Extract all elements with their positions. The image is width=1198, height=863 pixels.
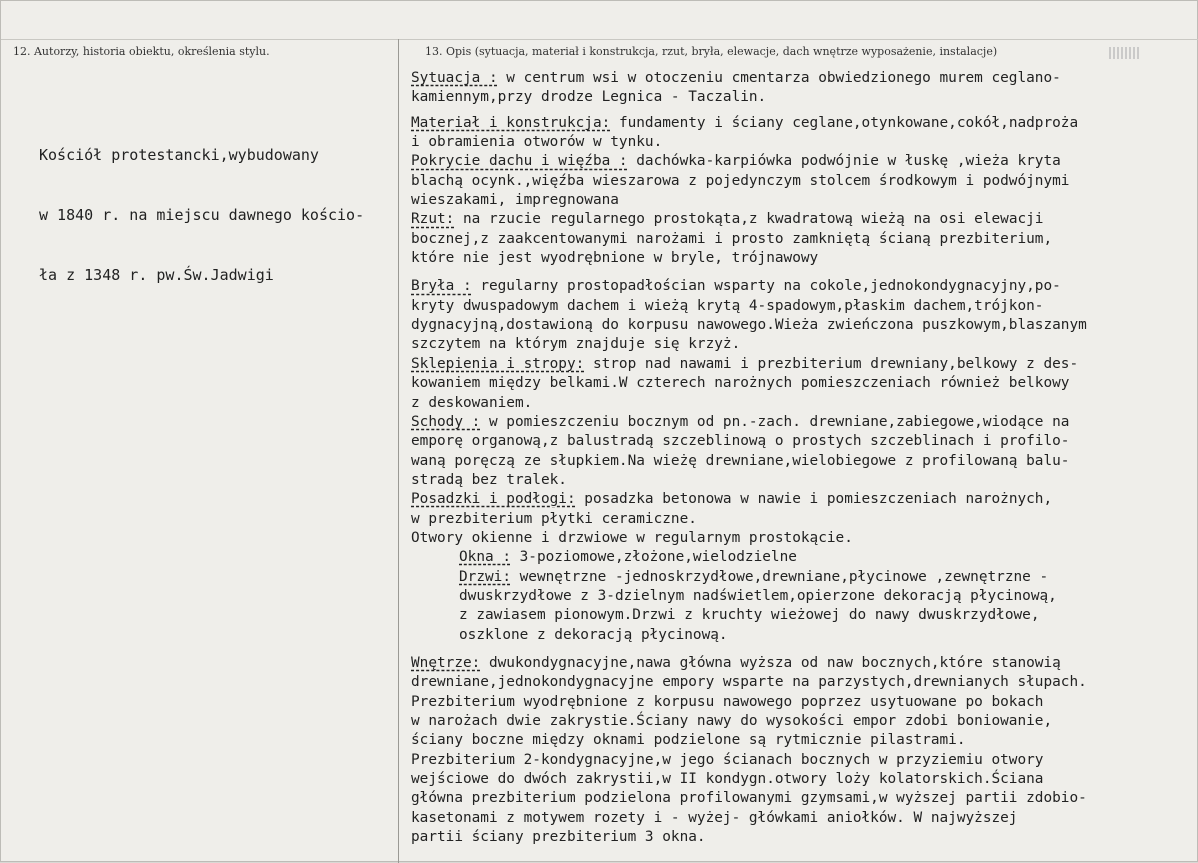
- right-column-heading: 13. Opis (sytuacja, materiał i konstrukcja, rzut, bryła, elewacje, dach wnętrze wyposażenie, instalacje): [425, 45, 998, 58]
- description-line: [411, 88, 1191, 107]
- description-line: [411, 316, 1191, 335]
- section-text: emporę organową,z balustradą szczeblinową o prostych szczeblinach i profilo-: [411, 433, 1070, 450]
- description-line: [411, 152, 1191, 171]
- description-line: [411, 230, 1191, 249]
- section-label: Wnętrze:: [411, 654, 481, 671]
- history-line: Kościół protestancki,wybudowany: [39, 146, 319, 164]
- description-line: [411, 626, 1191, 645]
- section-text: partii ściany prezbiterium 3 okna.: [411, 829, 706, 846]
- description-line: [411, 490, 1191, 509]
- description-line: [411, 673, 1191, 692]
- description-line: [411, 693, 1191, 712]
- description-line: [411, 355, 1191, 374]
- section-text: Otwory okienne i drzwiowe w regularnym prostokącie.: [411, 529, 853, 546]
- section-label: Drzwi:: [459, 568, 511, 585]
- description-line: [411, 297, 1191, 316]
- description-line: [411, 731, 1191, 750]
- description-line: [411, 191, 1191, 210]
- ink-smudge: [1109, 47, 1139, 59]
- paragraph-gap: [411, 645, 1191, 654]
- description-line: [411, 249, 1191, 268]
- section-text: i obramienia otworów w tynku.: [411, 134, 663, 151]
- description-line: [411, 69, 1191, 88]
- section-text: regularny prostopadłościan wsparty na cokole,jednokondygnacyjny,po-: [471, 278, 1061, 295]
- section-text: posadzka betonowa w nawie i pomieszczeniach narożnych,: [575, 491, 1053, 508]
- section-label: Pokrycie dachu i więźba :: [411, 153, 628, 170]
- description-line: [411, 712, 1191, 731]
- section-text: szczytem na którym znajduje się krzyż.: [411, 336, 741, 353]
- description-text: [411, 69, 1191, 847]
- section-text: Prezbiterium 2-kondygnacyjne,w jego ścianach bocznych w przyziemiu otwory: [411, 751, 1044, 768]
- description-line: [411, 548, 1191, 567]
- description-line: [411, 568, 1191, 587]
- section-text: Prezbiterium wyodrębnione z korpusu nawowego poprzez usytuowane po bokach: [411, 693, 1044, 710]
- section-text: w centrum wsi w otoczeniu cmentarza obwiedzionego murem ceglano-: [497, 70, 1061, 86]
- section-text: ściany boczne między oknami podzielone są rytmicznie pilastrami.: [411, 732, 966, 749]
- description-line: [411, 133, 1191, 152]
- section-text: kasetonami z motywem rozety i - wyżej- główkami aniołków. W najwyższej: [411, 809, 1018, 826]
- description-line: [411, 510, 1191, 529]
- description-line: [411, 114, 1191, 133]
- section-text: z zawiasem pionowym.Drzwi z kruchty wieżowej do nawy dwuskrzydłowe,: [459, 607, 1040, 624]
- section-text: wieszakami, impregnowana: [411, 192, 619, 209]
- history-line: ła z 1348 r. pw.Św.Jadwigi: [39, 266, 274, 284]
- section-label: Okna :: [459, 549, 511, 566]
- section-text: na rzucie regularnego prostokąta,z kwadratową wieżą na osi elewacji: [454, 211, 1044, 228]
- description-line: [411, 654, 1191, 673]
- description-line: [411, 587, 1191, 606]
- section-text: oszklone z dekoracją płycinową.: [459, 626, 728, 643]
- section-text: stradą bez tralek.: [411, 471, 567, 488]
- description-line: [411, 529, 1191, 548]
- description-line: [411, 172, 1191, 191]
- section-text: drewniane,jednokondygnacyjne empory wsparte na parzystych,drewnianych słupach.: [411, 674, 1087, 691]
- history-line: w 1840 r. na miejscu dawnego kościo-: [39, 206, 365, 224]
- description-line: [411, 471, 1191, 490]
- column-divider: [398, 39, 399, 863]
- section-text: kamiennym,przy drodze Legnica - Taczalin.: [411, 89, 767, 106]
- section-text: dwukondygnacyjne,nawa główna wyższa od naw bocznych,które stanowią: [480, 654, 1061, 671]
- section-text: kowaniem między belkami.W czterech narożnych pomieszczeniach również belkowy: [411, 375, 1070, 392]
- section-text: 3-poziomowe,złożone,wielodzielne: [510, 549, 797, 566]
- section-label: Bryła :: [411, 278, 472, 295]
- section-label: Rzut:: [411, 211, 455, 228]
- section-text: blachą ocynk.,więźba wieszarowa z pojedynczym stolcem środkowym i podwójnymi: [411, 172, 1070, 189]
- top-rule: [1, 39, 1198, 40]
- description-line: [411, 606, 1191, 625]
- section-text: bocznej,z zaakcentowanymi narożami i prosto zamkniętą ścianą prezbiterium,: [411, 230, 1053, 247]
- section-text: strop nad nawami i prezbiterium drewniany,belkowy z des-: [584, 355, 1079, 372]
- paragraph-gap: [411, 268, 1191, 277]
- description-line: [411, 809, 1191, 828]
- section-text: z deskowaniem.: [411, 394, 533, 411]
- section-text: główna prezbiterium podzielona profilowanymi gzymsami,w wyższej partii zdobio-: [411, 790, 1087, 807]
- description-line: [411, 770, 1191, 789]
- left-column-text: [39, 105, 364, 325]
- section-text: wewnętrzne -jednoskrzydłowe,drewniane,płycinowe ,zewnętrzne -: [510, 568, 1049, 585]
- description-line: [411, 751, 1191, 770]
- section-label: Sklepienia i stropy:: [411, 355, 585, 372]
- description-line: [411, 374, 1191, 393]
- description-line: [411, 277, 1191, 296]
- section-text: dwuskrzydłowe z 3-dzielnym nadświetlem,opierzone dekoracją płycinową,: [459, 587, 1057, 604]
- section-text: kryty dwuspadowym dachem i wieżą krytą 4-spadowym,płaskim dachem,trójkon-: [411, 297, 1044, 314]
- section-text: w prezbiterium płytki ceramiczne.: [411, 510, 697, 527]
- section-text: które nie jest wyodrębnione w bryle, trójnawowy: [411, 250, 819, 267]
- left-column-heading: 12. Autorzy, historia obiektu, określenia stylu.: [13, 45, 270, 58]
- section-text: waną poręczą ze słupkiem.Na wieżę drewniane,wielobiegowe z profilowaną balu-: [411, 452, 1070, 469]
- section-label: Materiał i konstrukcja:: [411, 114, 611, 131]
- description-line: [411, 452, 1191, 471]
- section-label: Sytuacja :: [411, 70, 498, 86]
- description-line: [411, 789, 1191, 808]
- description-line: [411, 210, 1191, 229]
- section-text: w pomieszczeniu bocznym od pn.-zach. drewniane,zabiegowe,wiodące na: [480, 413, 1070, 430]
- description-line: [411, 413, 1191, 432]
- section-text: dygnacyjną,dostawioną do korpusu nawowego.Wieża zwieńczona puszkowym,blaszanym: [411, 317, 1087, 334]
- section-label: Posadzki i podłogi:: [411, 491, 576, 508]
- section-text: w narożach dwie zakrystie.Ściany nawy do wysokości empor zdobi boniowanie,: [411, 713, 1053, 729]
- section-label: Schody :: [411, 413, 481, 430]
- description-line: [411, 335, 1191, 354]
- description-line: [411, 394, 1191, 413]
- description-line: [411, 432, 1191, 451]
- section-text: fundamenty i ściany ceglane,otynkowane,cokół,nadproża: [610, 114, 1079, 131]
- description-line: [411, 828, 1191, 847]
- section-text: dachówka-karpiówka podwójnie w łuskę ,wieża kryta: [627, 153, 1061, 170]
- section-text: wejściowe do dwóch zakrystii,w II kondygn.otwory loży kolatorskich.Ściana: [411, 771, 1044, 788]
